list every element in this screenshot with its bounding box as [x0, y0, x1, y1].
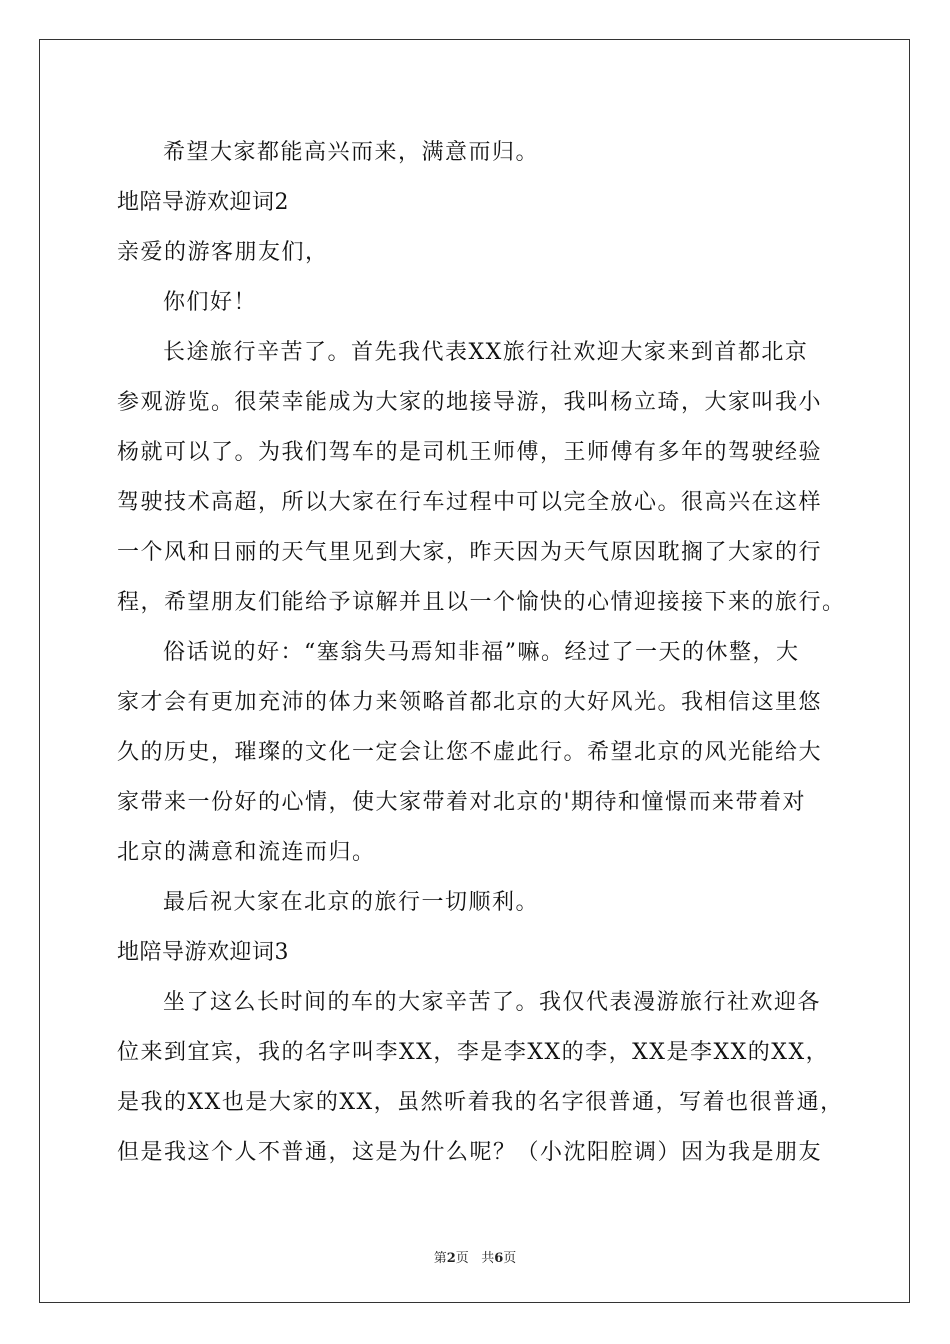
page-prefix: 第: [433, 1251, 447, 1266]
text-line: 北京的满意和流连而归。: [117, 840, 376, 865]
total-prefix: 共: [481, 1251, 495, 1266]
document-body: [117, 128, 846, 1178]
text-line: 希望大家都能高兴而来，满意而归。: [163, 140, 540, 165]
text-line: 参观游览。很荣幸能成为大家的地接导游，我叫杨立琦，大家叫我小: [117, 390, 823, 415]
section-heading: 地陪导游欢迎词3: [117, 940, 289, 965]
page-footer: [0, 1247, 950, 1266]
text-line: 位来到宜宾，我的名字叫李XX，李是李XX的李，XX是李XX的XX，: [117, 1040, 830, 1065]
text-line: 但是我这个人不普通，这是为什么呢？（小沈阳腔调）因为我是朋友: [117, 1140, 823, 1165]
text-line: 久的历史，璀璨的文化一定会让您不虚此行。希望北京的风光能给大: [117, 740, 823, 765]
text-line: 坐了这么长时间的车的大家辛苦了。我仅代表漫游旅行社欢迎各: [163, 990, 822, 1015]
text-line: 亲爱的游客朋友们，: [117, 240, 329, 265]
text-line: 杨就可以了。为我们驾车的是司机王师傅，王师傅有多年的驾驶经验: [117, 440, 823, 465]
text-line: 俗话说的好：“塞翁失马焉知非福”嘛。经过了一天的休整，大: [163, 640, 800, 665]
page-suffix: 页: [455, 1251, 469, 1266]
text-line: 长途旅行辛苦了。首先我代表XX旅行社欢迎大家来到首都北京: [163, 340, 809, 365]
text-line: 驾驶技术高超，所以大家在行车过程中可以完全放心。很高兴在这样: [117, 490, 823, 515]
text-line: 一个风和日丽的天气里见到大家，昨天因为天气原因耽搁了大家的行: [117, 540, 823, 565]
text-line: 是我的XX也是大家的XX，虽然听着我的名字很普通，写着也很普通，: [117, 1090, 844, 1115]
page-number: 2: [446, 1251, 456, 1266]
total-suffix: 页: [503, 1251, 517, 1266]
total-pages: 6: [494, 1251, 504, 1266]
text-line: 你们好！: [163, 290, 258, 315]
text-line: 家带来一份好的心情，使大家带着对北京的'期待和憧憬而来带着对: [117, 790, 807, 815]
text-line: 程，希望朋友们能给予谅解并且以一个愉快的心情迎接接下来的旅行。: [117, 590, 846, 615]
text-line: 最后祝大家在北京的旅行一切顺利。: [163, 890, 540, 915]
section-heading: 地陪导游欢迎词2: [117, 190, 289, 215]
text-line: 家才会有更加充沛的体力来领略首都北京的大好风光。我相信这里悠: [117, 690, 823, 715]
